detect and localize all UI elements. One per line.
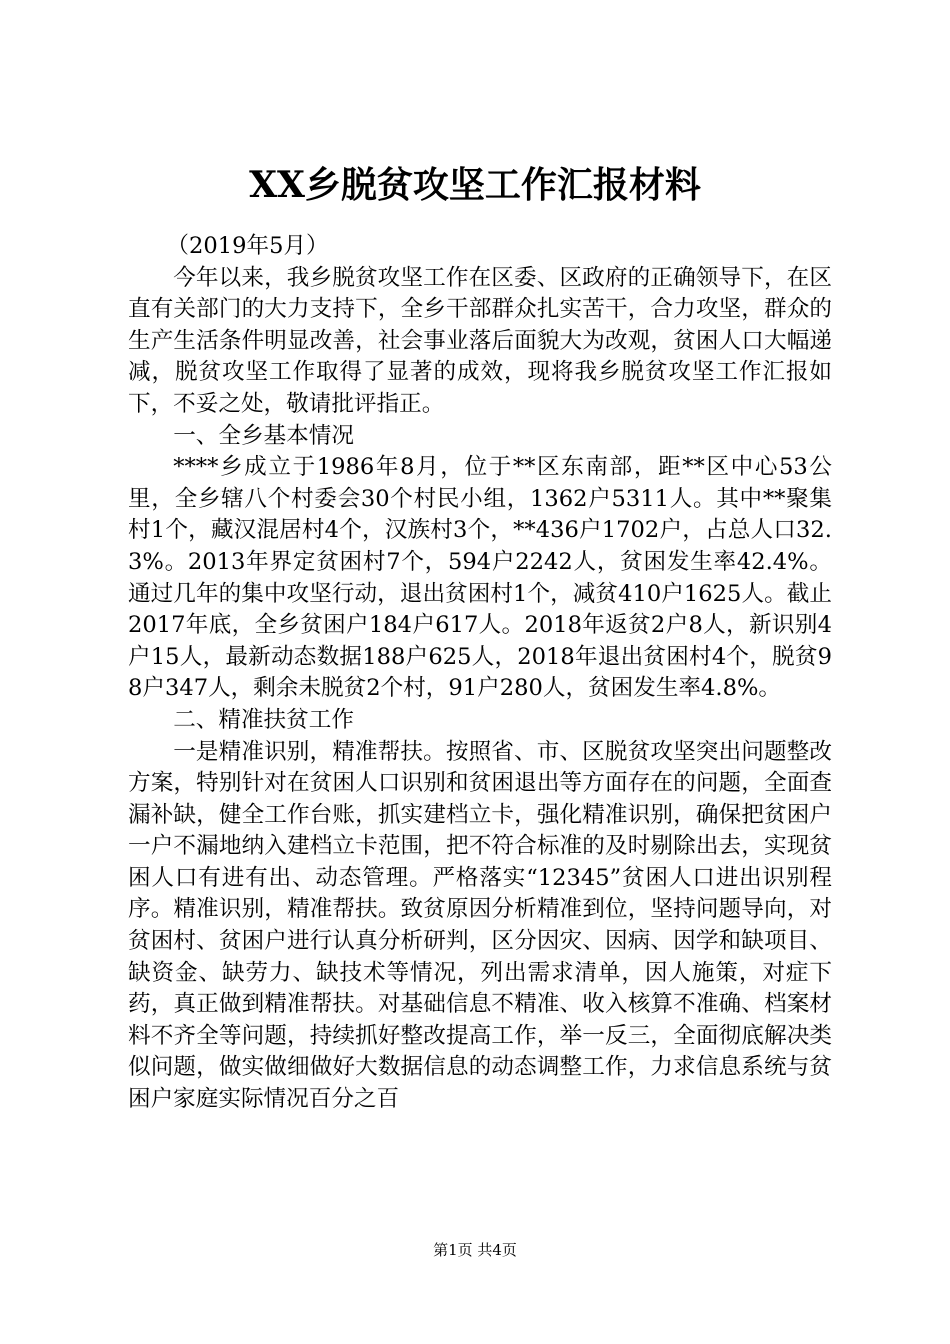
document-title: XX乡脱贫攻坚工作汇报材料 xyxy=(249,164,701,206)
page-footer: 第1页 共4页 xyxy=(433,1241,517,1259)
document-date: （2019年5月） xyxy=(166,233,329,259)
basic-situation-paragraph: ****乡成立于1986年8月，位于**区东南部，距**区中心53公里，全乡辖八个村委会30个村民小组，1362户5311人。其中**聚集村1个，藏汉混居村4个，汉族村3个，**436户1702户，占总人口32.3%。2013年界定贫困村7个，594户2242人，贫困发生率42.4%。通过几年的集中攻坚行动，退出贫困村1个，减贫410户1625人。截止2017年底，全乡贫困户184户617人。2018年返贫2户8人，新识别4户15人，最新动态数据188户625人，2018年退出贫困村4个，脱贫98户347人，剩余未脱贫2个村，91户280人，贫困发生率4.8%。 xyxy=(128,454,832,702)
intro-paragraph: 今年以来，我乡脱贫攻坚工作在区委、区政府的正确领导下，在区直有关部门的大力支持下，全乡干部群众扎实苦干，合力攻坚，群众的生产生活条件明显改善，社会事业落后面貌大为改观，贫困人口大幅递减，脱贫攻坚工作取得了显著的成效，现将我乡脱贫攻坚工作汇报如下，不妥之处，敬请批评指正。 xyxy=(128,264,832,417)
precision-identification-paragraph: 一是精准识别，精准帮扶。按照省、市、区脱贫攻坚突出问题整改方案，特别针对在贫困人口识别和贫困退出等方面存在的问题，全面查漏补缺，健全工作台账，抓实建档立卡，强化精准识别，确保把贫困户一户不漏地纳入建档立卡范围，把不符合标准的及时剔除出去，实现贫困人口有进有出、动态管理。严格落实“12345”贫困人口进出识别程序。精准识别，精准帮扶。致贫原因分析精准到位，坚持问题导向，对贫困村、贫困户进行认真分析研判，区分因灾、因病、因学和缺项目、缺资金、缺劳力、缺技术等情况，列出需求清单，因人施策，对症下药，真正做到精准帮扶。对基础信息不精准、收入核算不准确、档案材料不齐全等问题，持续抓好整改提高工作，举一反三，全面彻底解决类似问题，做实做细做好大数据信息的动态调整工作，力求信息系统与贫困户家庭实际情况百分之百 xyxy=(128,738,832,1113)
section-heading-precision-poverty-work: 二、精准扶贫工作 xyxy=(173,706,354,733)
section-heading-basic-situation: 一、全乡基本情况 xyxy=(173,422,354,449)
document-body xyxy=(128,231,832,1116)
